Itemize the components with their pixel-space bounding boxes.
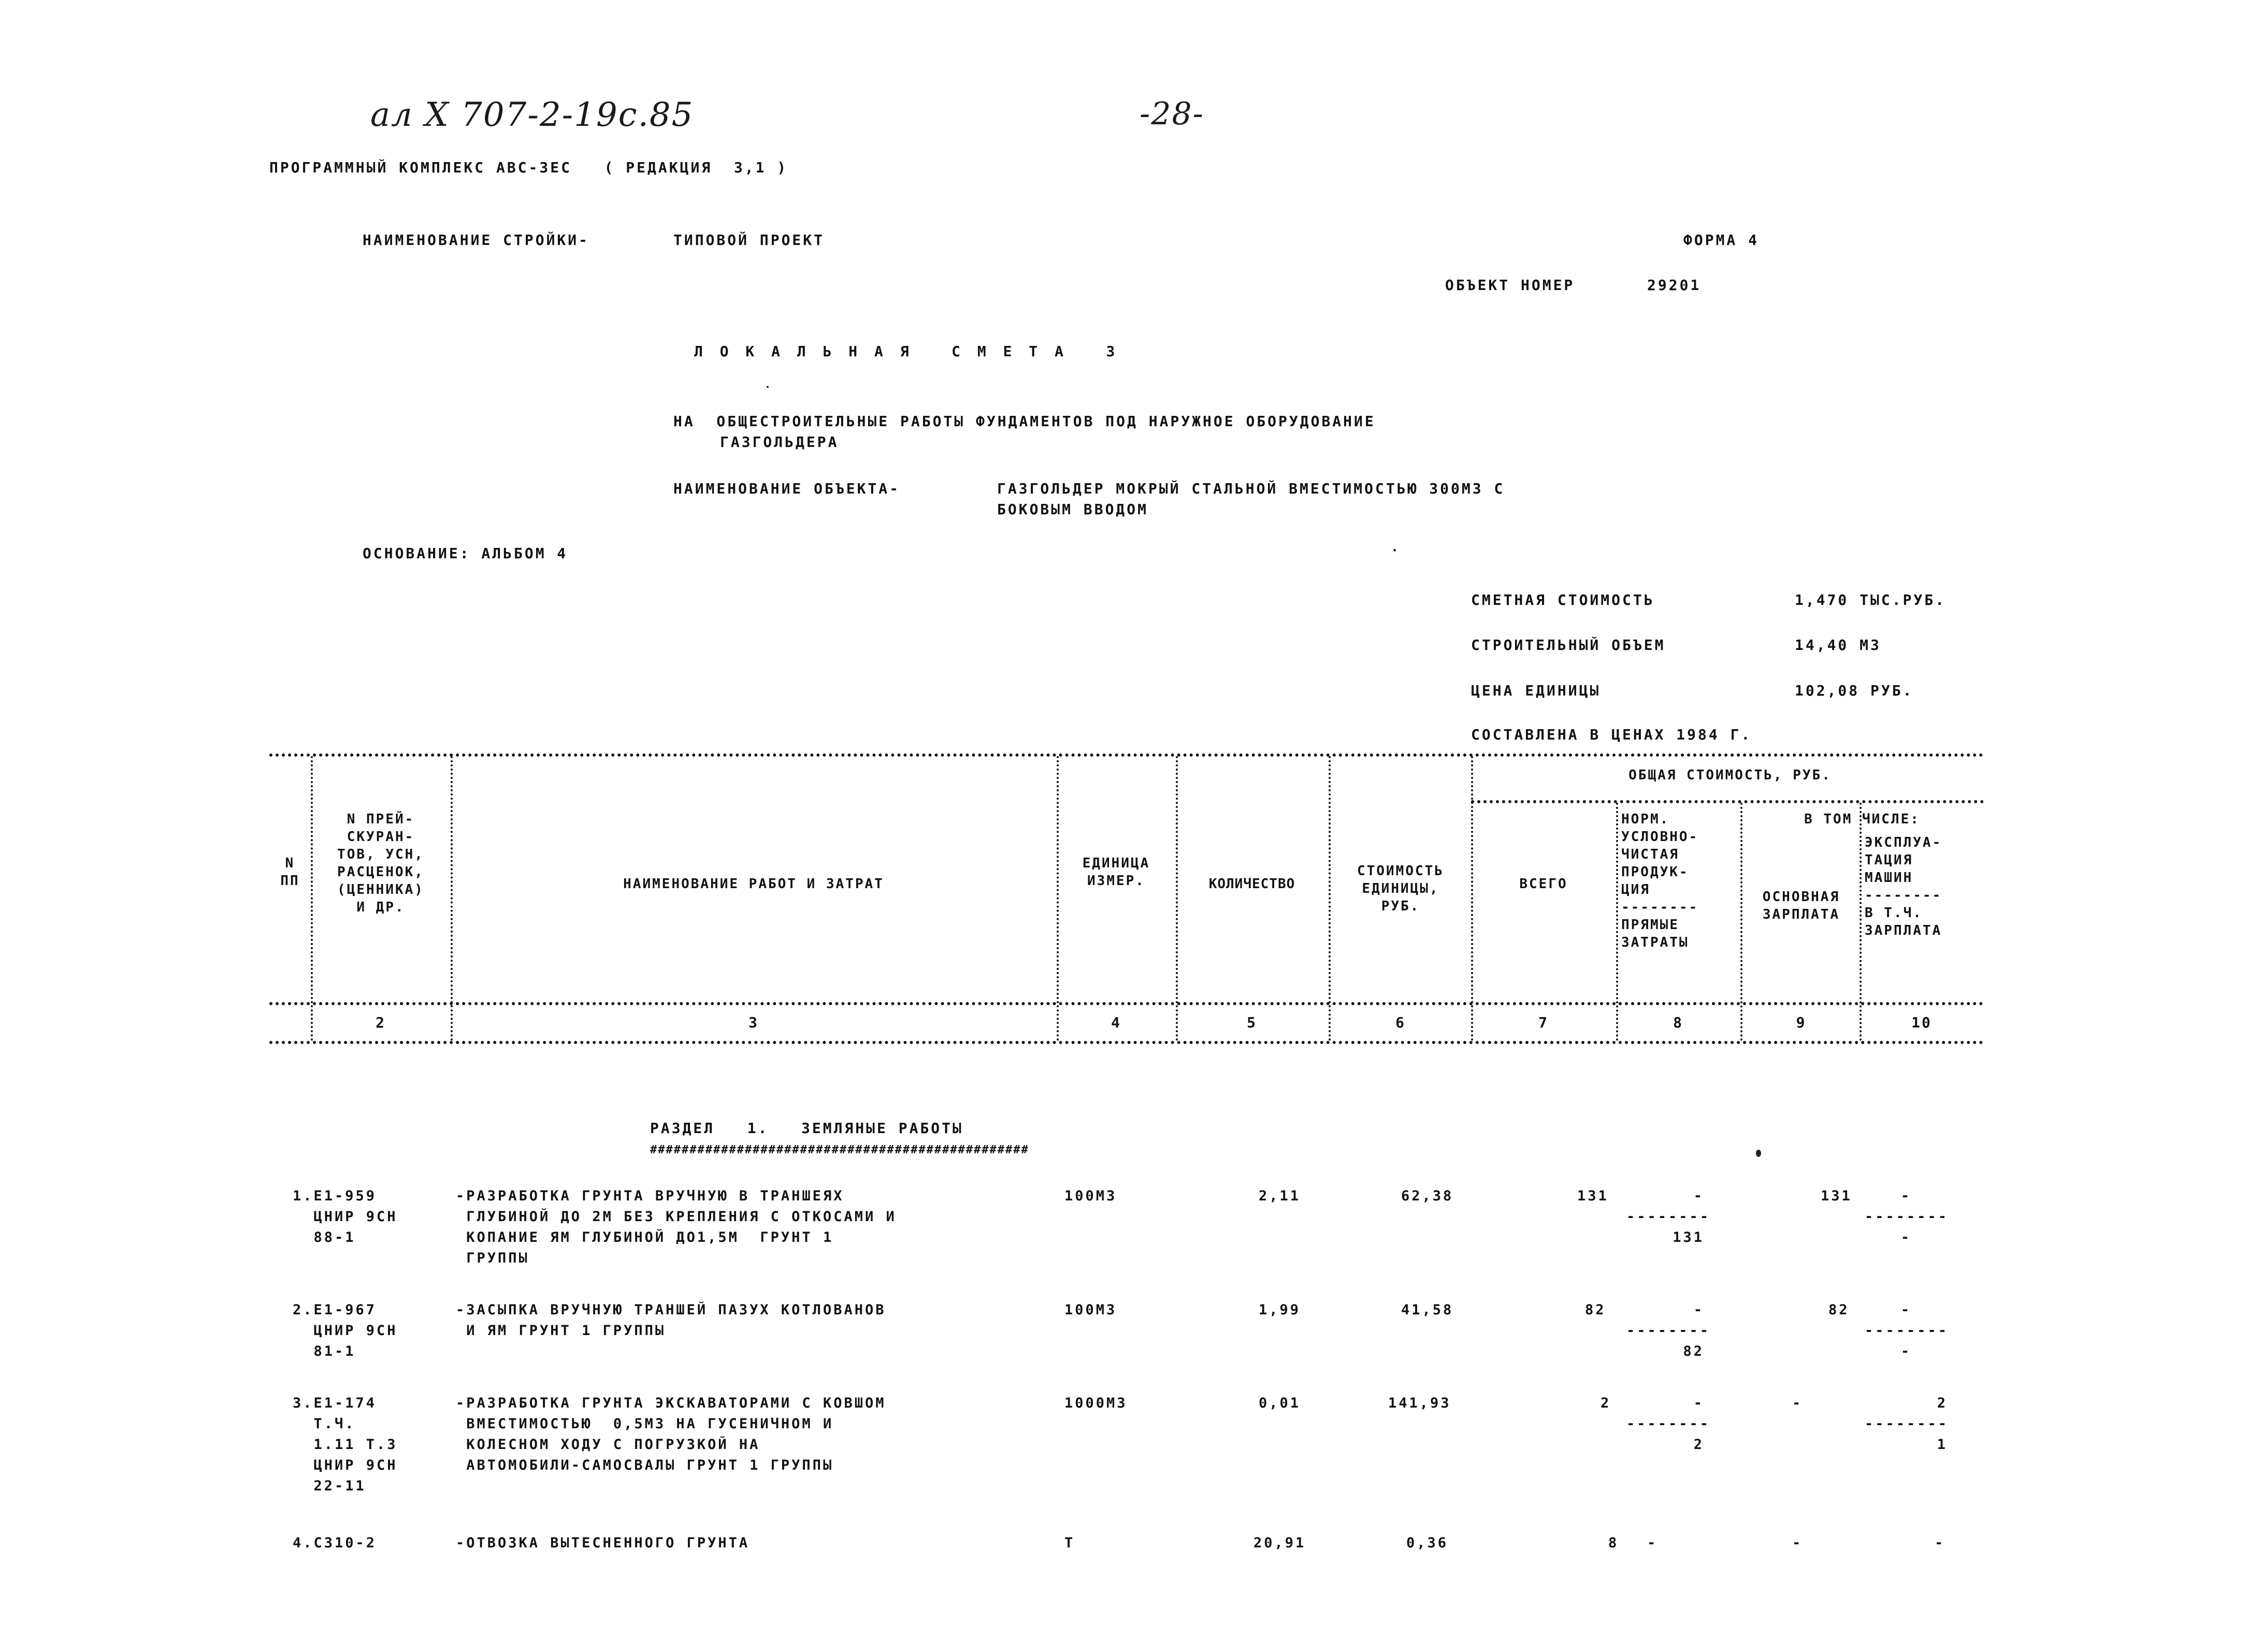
row-quantity: 2,11 xyxy=(1259,1188,1301,1204)
row-nuchp: - -------- 2 xyxy=(1626,1395,1711,1453)
col-divider xyxy=(1057,756,1059,1041)
col-divider xyxy=(1740,803,1742,1041)
col-divider xyxy=(1329,756,1331,1041)
col-divider xyxy=(1860,803,1862,1041)
row-work-name: -ОТВОЗКА ВЫТЕСНЕННОГО ГРУНТА xyxy=(456,1535,750,1551)
row-machines: 2 -------- 1 xyxy=(1865,1395,1949,1453)
row-code: 3.Е1-174 Т.Ч. 1.11 Т.3 ЦНИР 9СН 22-11 xyxy=(293,1395,398,1494)
page-number: -28- xyxy=(1140,96,1204,132)
scan-speck xyxy=(767,386,769,388)
row-code: 2.Е1-967 ЦНИР 9СН 81-1 xyxy=(293,1302,398,1359)
row-unit: 100М3 xyxy=(1064,1302,1117,1318)
row-code: 4.С310-2 xyxy=(293,1535,377,1551)
row-unit-price: 141,93 xyxy=(1388,1395,1451,1411)
table-top-rule xyxy=(269,753,1984,757)
row-total: 82 xyxy=(1585,1302,1606,1318)
building-name-value: ТИПОВОЙ ПРОЕКТ xyxy=(673,231,825,249)
row-wage: - xyxy=(1792,1395,1803,1411)
building-volume-label: СТРОИТЕЛЬНЫЙ ОБЪЕМ xyxy=(1471,636,1666,654)
col-number: 8 xyxy=(1673,1014,1683,1031)
row-wage: 131 xyxy=(1821,1188,1852,1204)
unit-price-label: ЦЕНА ЕДИНИЦЫ xyxy=(1471,682,1601,699)
col-divider xyxy=(1616,803,1618,1041)
row-unit: Т xyxy=(1064,1535,1075,1551)
handwritten-mark: ал X 707-2-19с.85 xyxy=(370,96,694,134)
row-wage: - xyxy=(1792,1535,1803,1551)
purpose-line-2: ГАЗГОЛЬДЕРА xyxy=(720,433,839,451)
row-total: 2 xyxy=(1601,1395,1611,1411)
numbers-bottom-rule xyxy=(269,1041,1984,1044)
object-number-value: 29201 xyxy=(1647,277,1702,294)
col-number: 6 xyxy=(1395,1014,1406,1031)
row-quantity: 20,91 xyxy=(1253,1535,1306,1551)
col-number: 2 xyxy=(376,1014,386,1031)
row-work-name: -РАЗРАБОТКА ГРУНТА ЭКСКАВАТОРАМИ С КОВШОМ ВМЕСТИМОСТЬЮ 0,5М3 НА ГУСЕНИЧНОМ И КОЛЕСНОМ ХОДУ С ПОГРУЗКОЙ НА АВТОМОБИЛИ-САМОСВАЛЫ ГРУНТ 1 ГРУППЫ xyxy=(456,1395,886,1473)
header-bottom-rule xyxy=(269,1002,1984,1005)
unit-price-value: 102,08 РУБ. xyxy=(1795,682,1914,699)
header-col-8: НОРМ. УСЛОВНО- ЧИСТАЯ ПРОДУК- ЦИЯ -------- ПРЯМЫЕ ЗАТРАТЫ xyxy=(1621,811,1699,950)
row-work-name: -ЗАСЫПКА ВРУЧНУЮ ТРАНШЕЙ ПАЗУХ КОТЛОВАНОВ И ЯМ ГРУНТ 1 ГРУППЫ xyxy=(456,1302,886,1339)
row-quantity: 1,99 xyxy=(1259,1302,1301,1318)
row-unit-price: 0,36 xyxy=(1406,1535,1449,1551)
row-quantity: 0,01 xyxy=(1259,1395,1301,1411)
scan-speck xyxy=(1756,1150,1761,1157)
col-number: 4 xyxy=(1111,1014,1121,1031)
row-total: 8 xyxy=(1608,1535,1619,1551)
row-nuchp: - xyxy=(1647,1535,1658,1551)
row-unit: 1000М3 xyxy=(1064,1395,1128,1411)
total-group-rule xyxy=(1471,800,1984,803)
purpose-line-1: НА ОБЩЕСТРОИТЕЛЬНЫЕ РАБОТЫ ФУНДАМЕНТОВ ПОД НАРУЖНОЕ ОБОРУДОВАНИЕ xyxy=(673,413,1376,430)
building-name-label: НАИМЕНОВАНИЕ СТРОЙКИ- xyxy=(363,231,590,249)
header-included: В ТОМ ЧИСЛЕ: xyxy=(1804,811,1920,827)
row-machines: - xyxy=(1935,1535,1945,1551)
header-col-10: ЭКСПЛУА- ТАЦИЯ МАШИН -------- В Т.Ч. ЗАРПЛАТА xyxy=(1865,835,1942,938)
col-divider xyxy=(1176,756,1178,1041)
row-machines: - -------- - xyxy=(1865,1188,1949,1245)
section-underline: ################################################ xyxy=(650,1143,1029,1156)
estimated-cost-label: СМЕТНАЯ СТОИМОСТЬ xyxy=(1471,591,1655,608)
object-name-line-1: ГАЗГОЛЬДЕР МОКРЫЙ СТАЛЬНОЙ ВМЕСТИМОСТЬЮ 300М3 С xyxy=(997,480,1505,497)
object-number-label: ОБЪЕКТ НОМЕР xyxy=(1445,277,1575,294)
row-unit: 100М3 xyxy=(1064,1188,1117,1204)
row-wage: 82 xyxy=(1828,1302,1850,1318)
row-machines: - -------- - xyxy=(1865,1302,1949,1359)
program-line: ПРОГРАММНЫЙ КОМПЛЕКС АВС-3ЕС ( РЕДАКЦИЯ 3,1 ) xyxy=(269,159,788,176)
row-nuchp: - -------- 82 xyxy=(1626,1302,1711,1359)
row-nuchp: - -------- 131 xyxy=(1626,1188,1711,1245)
row-unit-price: 41,58 xyxy=(1401,1302,1454,1318)
header-col-5: КОЛИЧЕСТВО xyxy=(1208,876,1295,892)
object-name-label: НАИМЕНОВАНИЕ ОБЪЕКТА- xyxy=(673,480,901,497)
row-work-name: -РАЗРАБОТКА ГРУНТА ВРУЧНУЮ В ТРАНШЕЯХ ГЛУБИНОЙ ДО 2М БЕЗ КРЕПЛЕНИЯ С ОТКОСАМИ И КОПАНИЕ ЯМ ГЛУБИНОЙ ДО1,5М ГРУНТ 1 ГРУППЫ xyxy=(456,1188,897,1266)
col-divider xyxy=(311,756,313,1041)
header-col-9: ОСНОВНАЯ ЗАРПЛАТА xyxy=(1762,889,1840,922)
col-number: 3 xyxy=(748,1014,759,1031)
col-number: 9 xyxy=(1796,1014,1807,1031)
col-number: 10 xyxy=(1911,1014,1932,1031)
col-divider xyxy=(1471,756,1473,1041)
header-total-group: ОБЩАЯ СТОИМОСТЬ, РУБ. xyxy=(1628,767,1832,783)
object-name-line-2: БОКОВЫМ ВВОДОМ xyxy=(997,501,1149,518)
estimated-cost-value: 1,470 ТЫС.РУБ. xyxy=(1795,591,1947,608)
header-col-6: СТОИМОСТЬ ЕДИНИЦЫ, РУБ. xyxy=(1357,863,1444,914)
col-number: 5 xyxy=(1247,1014,1257,1031)
row-code: 1.Е1-959 ЦНИР 9СН 88-1 xyxy=(293,1188,398,1245)
document-title: Л О К А Л Ь Н А Я С М Е Т А 3 xyxy=(694,343,1119,360)
col-divider xyxy=(451,756,453,1041)
form-label: ФОРМА 4 xyxy=(1683,231,1760,249)
section-title: РАЗДЕЛ 1. ЗЕМЛЯНЫЕ РАБОТЫ xyxy=(650,1120,963,1137)
building-volume-value: 14,40 М3 xyxy=(1795,636,1881,654)
prices-year: СОСТАВЛЕНА В ЦЕНАХ 1984 Г. xyxy=(1471,726,1752,743)
header-col-2: N ПРЕЙ- СКУРАН- ТОВ, УСН, РАСЦЕНОК, (ЦЕННИКА) И ДР. xyxy=(337,811,424,915)
header-col-4: ЕДИНИЦА ИЗМЕР. xyxy=(1082,856,1150,889)
header-col-3: НАИМЕНОВАНИЕ РАБОТ И ЗАТРАТ xyxy=(623,876,884,892)
header-col-7: ВСЕГО xyxy=(1519,876,1568,892)
basis-line: ОСНОВАНИЕ: АЛЬБОМ 4 xyxy=(363,545,568,562)
col-number: 7 xyxy=(1538,1014,1549,1031)
scan-speck xyxy=(1393,549,1396,552)
row-unit-price: 62,38 xyxy=(1401,1188,1454,1204)
row-total: 131 xyxy=(1577,1188,1609,1204)
header-col-1: N ПП xyxy=(280,856,300,889)
